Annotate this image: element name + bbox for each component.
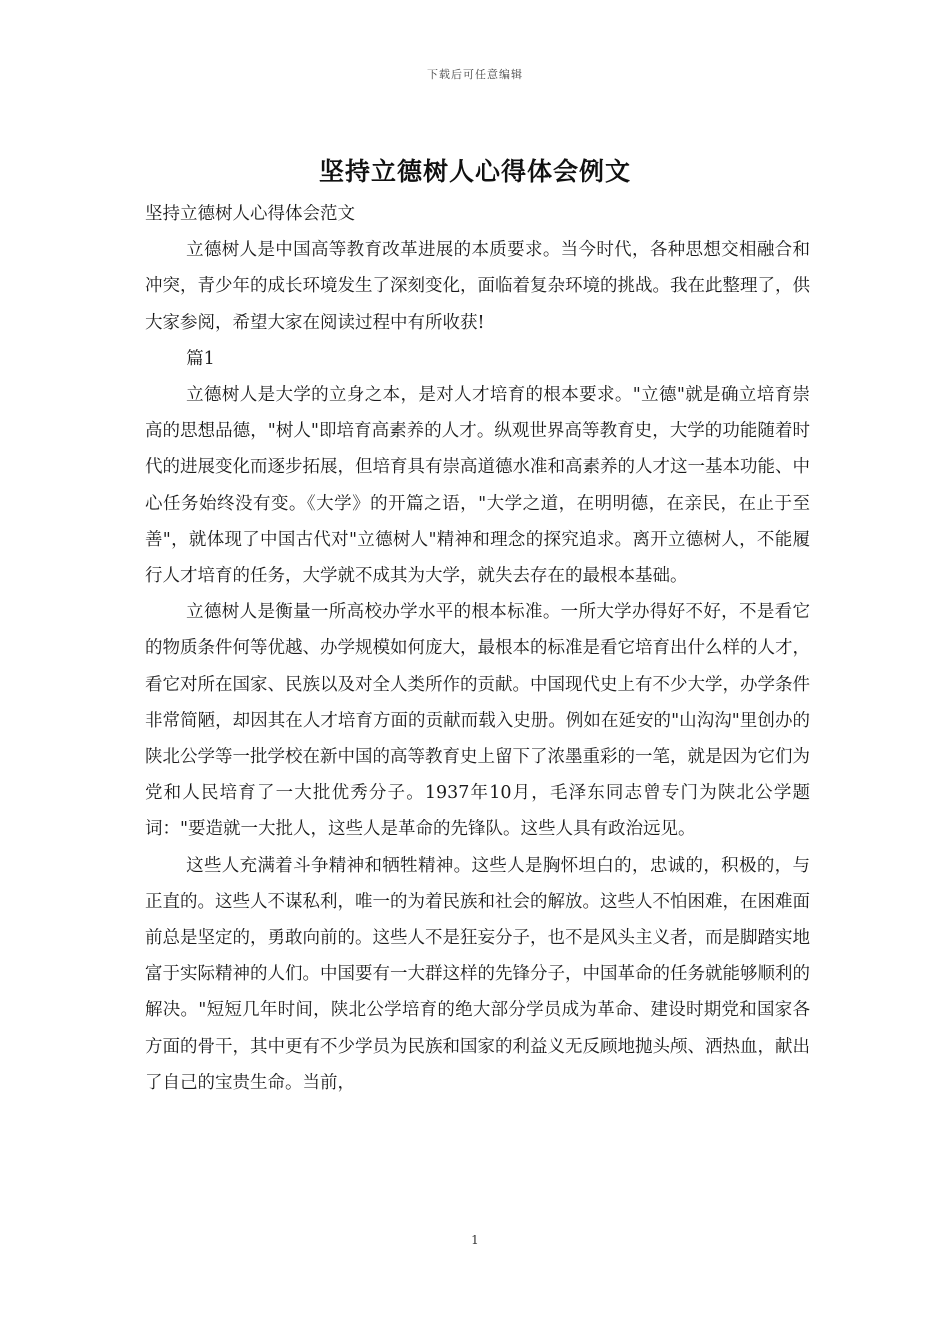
body-paragraph: 这些人充满着斗争精神和牺牲精神。这些人是胸怀坦白的，忠诚的，积极的，与正直的。这些人不谋私利，唯一的为着民族和社会的解放。这些人不怕困难，在困难面前总是坚定的，勇敢向前的。这些人不是狂妄分子，也不是风头主义者，而是脚踏实地富于实际精神的人们。中国要有一大群这样的先锋分子，中国革命的任务就能够顺利的解决。"短短几年时间，陕北公学培育的绝大部分学员成为革命、建设时期党和国家各方面的骨干，其中更有不少学员为民族和国家的利益义无反顾地抛头颅、洒热血，献出了自己的宝贵生命。当前， (145, 855, 810, 1093)
document-title: 坚持立德树人心得体会例文 (318, 157, 631, 186)
body-paragraph: 立德树人是衡量一所高校办学水平的根本标准。一所大学办得好不好，不是看它的物质条件何等优越、办学规模如何庞大，最根本的标准是看它培育出什么样的人才，看它对所在国家、民族以及对全人类所作的贡献。中国现代史上有不少大学，办学条件非常简陋，却因其在人才培育方面的贡献而载入史册。例如在延安的"山沟沟"里创办的陕北公学等一批学校在新中国的高等教育史上留下了浓墨重彩的一笔，就是因为它们为党和人民培育了一大批优秀分子。1937年10月，毛泽东同志曾专门为陕北公学题词："要造就一大批人，这些人是革命的先锋队。这些人具有政治远见。 (145, 602, 810, 840)
page-number: 1 (471, 1233, 479, 1247)
document-body (145, 196, 810, 1101)
body-paragraph: 立德树人是大学的立身之本，是对人才培育的根本要求。"立德"就是确立培育崇高的思想品德，"树人"即培育高素养的人才。纵观世界高等教育史，大学的功能随着时代的进展变化而逐步拓展，但培育具有崇高道德水准和高素养的人才这一基本功能、中心任务始终没有变。《大学》的开篇之语，"大学之道，在明明德，在亲民，在止于至善"，就体现了中国古代对"立德树人"精神和理念的探究追求。离开立德树人，不能履行人才培育的任务，大学就不成其为大学，就失去存在的最根本基础。 (145, 385, 810, 587)
header-note: 下载后可任意编辑 (427, 68, 523, 81)
document-subtitle: 坚持立德树人心得体会范文 (145, 204, 355, 224)
section-label: 篇1 (186, 348, 215, 369)
intro-paragraph: 立德树人是中国高等教育改革进展的本质要求。当今时代，各种思想交相融合和冲突，青少年的成长环境发生了深刻变化，面临着复杂环境的挑战。我在此整理了，供大家参阅，希望大家在阅读过程中有所收获! (145, 240, 810, 333)
